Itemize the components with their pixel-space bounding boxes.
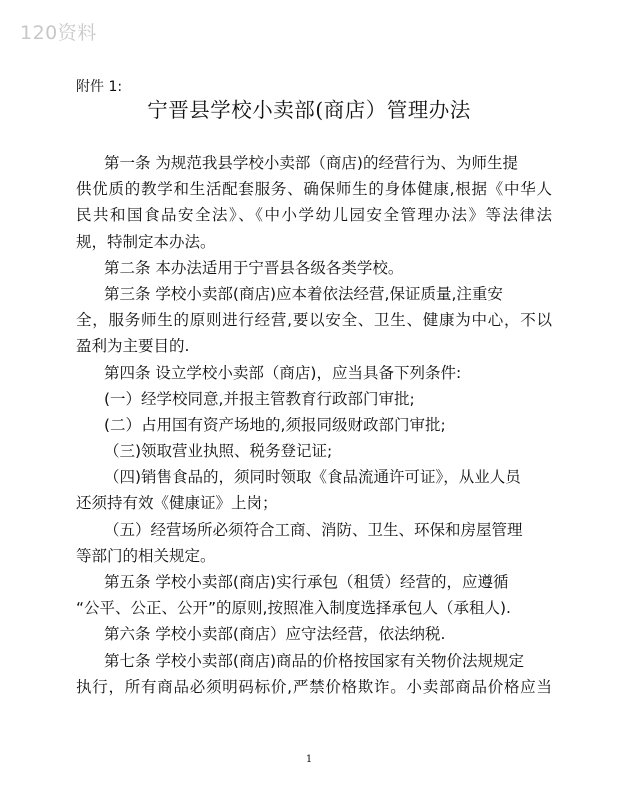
article-4-item-5-line-1: （五）经营场所必须符合工商、消防、卫生、环保和房屋管理 [104, 520, 523, 539]
article-1-line-4: 规，特制定本办法。 [76, 232, 216, 251]
article-1-line-2: 供优质的教学和生活配套服务、确保师生的身体健康,根据《中华人 [76, 180, 552, 199]
article-4-line-1: 第四条 设立学校小卖部（商店)，应当具备下列条件: [104, 363, 462, 382]
article-4-item-2: (二）占用国有资产场地的,须报同级财政部门审批; [104, 415, 446, 434]
document-body [76, 150, 552, 700]
article-1-line-1: 第一条 为规范我县学校小卖部（商店)的经营行为、为师生提 [104, 154, 518, 172]
article-2-line-1: 第二条 本办法适用于宁晋县各级各类学校。 [104, 258, 404, 277]
article-4-item-5-line-2: 等部门的相关规定。 [76, 546, 216, 565]
article-4-item-4-line-2: 还须持有效《健康证》上岗； [76, 494, 278, 513]
document-title: 宁晋县学校小卖部(商店）管理办法 [147, 98, 471, 122]
article-7-line-1: 第七条 学校小卖部(商店)商品的价格按国家有关物价法规规定 [104, 651, 525, 670]
article-4-item-3: （三)领取营业执照、税务登记证; [104, 442, 333, 461]
article-7-line-2: 执行，所有商品必须明码标价,严禁价格欺诈。小卖部商品价格应当 [76, 677, 552, 696]
page-number: 1 [305, 754, 313, 765]
article-3-line-3: 盈利为主要目的. [76, 337, 190, 356]
watermark: 120资料 [20, 22, 97, 44]
attachment-label: 附件 1: [76, 79, 123, 95]
article-4-item-1: (一）经学校同意,并报主管教育行政部门审批; [104, 389, 415, 408]
article-3-line-1: 第三条 学校小卖部(商店)应本着依法经营,保证质量,注重安 [104, 284, 503, 303]
article-3-line-2: 全，服务师生的原则进行经营,要以安全、卫生、健康为中心，不以 [76, 311, 552, 330]
article-6-line-1: 第六条 学校小卖部(商店）应守法经营，依法纳税. [104, 625, 446, 644]
article-5-line-1: 第五条 学校小卖部(商店)实行承包（租赁）经营的，应遵循 [104, 573, 509, 591]
article-1-line-3: 民共和国食品安全法》、《中小学幼儿园安全管理办法》等法律法 [76, 206, 552, 225]
article-5-line-2: “公平、公正、公开”的原则,按照准入制度选择承包人（承租人). [76, 599, 511, 618]
article-4-item-4-line-1: （四)销售食品的，须同时领取《食品流通许可证》，从业人员 [104, 468, 521, 487]
